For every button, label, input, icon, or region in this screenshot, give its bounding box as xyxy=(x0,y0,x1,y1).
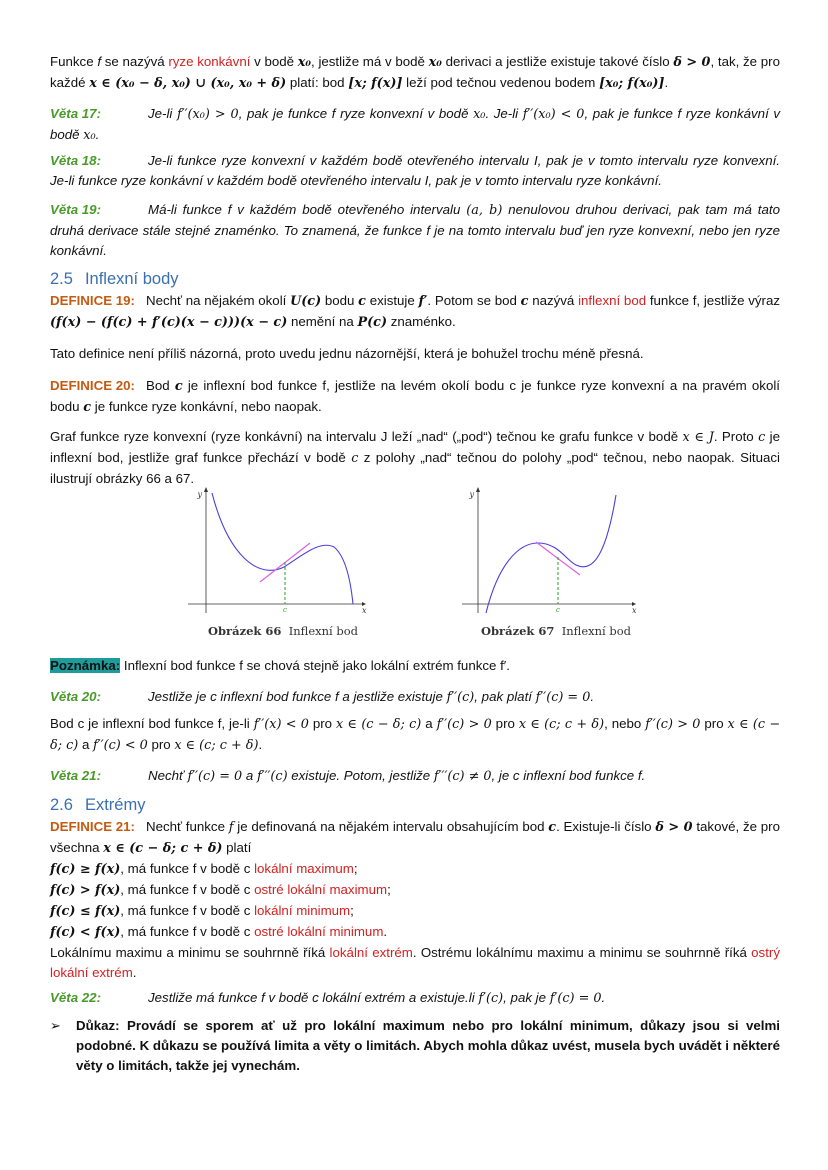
y-axis-label: y xyxy=(469,490,474,499)
figure-67-caption: Obrázek 67 Inflexní bod xyxy=(481,624,632,638)
theorem-19-label: Věta 19: xyxy=(50,202,101,217)
theorem-17-label: Věta 17: xyxy=(50,106,101,121)
definition-20: DEFINICE 20: Bod c je inflexní bod funkce f, jestliže na levém okolí bodu c je funkce ryze konvexní a na pravém okolí bodu c je funkce ryze konkávní, nebo naopak. xyxy=(50,378,780,415)
c-label: c xyxy=(556,606,560,614)
definition-20-label: DEFINICE 20: xyxy=(50,378,135,393)
extremum-row: f(c) ≥ f(x), má funkce f v bodě c lokální maximum; xyxy=(50,861,358,877)
theorem-18-label: Věta 18: xyxy=(50,153,101,168)
definition-21-label: DEFINICE 21: xyxy=(50,819,135,834)
note-label: Poznámka: xyxy=(50,658,121,673)
figure-66-caption: Obrázek 66 Inflexní bod xyxy=(208,624,359,638)
theorem-20: Věta 20: Jestliže je c inflexní bod funkce f a jestliže existuje f′′(c), pak platí f′′(c) = 0. xyxy=(50,689,595,705)
definition-21: DEFINICE 21: Nechť funkce f je definovaná na nějakém intervalu obsahujícím bod c. Existuje-li číslo δ > 0 takové, že pro všechna x ∈ (c − δ; c + δ) platí f(c) ≥ f(x), má funkce f v bodě c lokální maximum; f(c) > f(x), má funkce f v bodě c ostré lokální maximum; f(c) ≤ f(x), má funkce f v bodě c lokální minimum; f(c) < f(x), má funkce f v bodě c ostré lokální minimum. Lokálnímu maximu a minimu se souhrnně říká lokální extrém. Ostrému lokálnímu maximu a minimu se souhrnně říká ostrý lokální extrém. xyxy=(50,819,781,980)
definition-19-label: DEFINICE 19: xyxy=(50,293,135,308)
figure-66-graph xyxy=(188,485,368,620)
proof-text: Důkaz: Provádí se sporem ať už pro lokální maximum nebo pro lokální minimum, důkazy jsou si velmi podobné. K důkazu se používá limita a věty o limitách. Abych mohla důkaz uvést, musela bych uvádět i některé věty o limitách, takže jej vynechám. xyxy=(76,1018,780,1073)
term-inflection-point: inflexní bod xyxy=(578,293,647,308)
theorem-22: Věta 22: Jestliže má funkce f v bodě c lokální extrém a existuje.li f′(c), pak je f′(c) = 0. xyxy=(50,990,606,1006)
paragraph-graph-explanation: Graf funkce ryze konvexní (ryze konkávní) na intervalu J leží „nad“ („pod“) tečnou ke grafu funkce v bodě x ∈ J. Proto c je inflexní bod, jestliže graf funkce přechází v bodě c z polohy „nad“ tečnou do polohy „pod“ tečnou, nebo naopak. Situaci ilustrují obrázky 66 a 67. xyxy=(50,429,781,486)
theorem-22-label: Věta 22: xyxy=(50,990,101,1005)
x-axis-label: x xyxy=(632,606,637,615)
bullet-arrow-icon: ➢ xyxy=(50,1018,61,1033)
figure-67-graph xyxy=(458,485,638,620)
theorem-17: Věta 17: Je-li f′′(x₀) > 0, pak je funkce f ryze konvexní v bodě x₀. Je-li f′′(x₀) < 0, pak je funkce f ryze konkávní v bodě x₀. xyxy=(50,106,781,143)
theorem-20-label: Věta 20: xyxy=(50,689,101,704)
theorem-18: Věta 18: Je-li funkce ryze konvexní v každém bodě otevřeného intervalu I, pak je v tomto intervalu ryze konvexní. Je-li funkce ryze konkávní v každém bodě otevřeného intervalu I, pak je v tomto intervalu ryze konkávní. xyxy=(50,153,780,188)
extremum-row: f(c) < f(x), má funkce f v bodě c ostré lokální minimum. xyxy=(50,924,388,940)
c-label: c xyxy=(283,606,287,614)
extremum-row: f(c) > f(x), má funkce f v bodě c ostré lokální maximum; xyxy=(50,882,391,898)
x-axis-label: x xyxy=(362,606,367,615)
definition-19: DEFINICE 19: Nechť na nějakém okolí U(c) bodu c existuje f′. Potom se bod c nazývá inflexní bod funkce f, jestliže výraz (f(x) − (f(c) + f′(c)(x − c)))(x − c) nemění na P(c) znaménko. xyxy=(50,293,780,330)
term-strictly-concave: ryze konkávní xyxy=(168,54,251,69)
paragraph-less-intuitive: Tato definice není příliš názorná, proto uvedu jednu názornější, která je bohužel trochu méně přesná. xyxy=(50,346,644,361)
extremum-row: f(c) ≤ f(x), má funkce f v bodě c lokální minimum; xyxy=(50,903,354,919)
theorem-21: Věta 21: Nechť f′′(c) = 0 a f′′′(c) existuje. Potom, jestliže f′′′(c) ≠ 0, je c inflexní bod funkce f. xyxy=(50,768,646,784)
section-heading-extrema: 2.6 Extrémy xyxy=(50,796,146,814)
section-heading-inflection: 2.5 Inflexní body xyxy=(50,270,179,288)
y-axis-label: y xyxy=(197,490,202,499)
paragraph-inflection-condition: Bod c je inflexní bod funkce f, je-li f′′(x) < 0 pro x ∈ (c − δ; c) a f′′(c) > 0 pro x ∈ (c; c + δ), nebo f′′(c) > 0 pro x ∈ (c − δ; c) a f′′(c) < 0 pro x ∈ (c; c + δ). xyxy=(50,716,781,753)
function-curve xyxy=(212,493,353,604)
theorem-19: Věta 19: Má-li funkce f v každém bodě otevřeného intervalu (a, b) nenulovou druhou derivaci, pak tam má tato druhá derivace stále stejné znaménko. To znamená, že funkce f je na tomto intervalu buď jen ryze konvexní, nebo jen ryze konkávní. xyxy=(50,202,780,258)
note-paragraph: Poznámka: Inflexní bod funkce f se chová stejně jako lokální extrém funkce f′. xyxy=(50,658,510,673)
paragraph-strictly-concave-definition: Funkce f se nazývá ryze konkávní v bodě x₀, jestliže má v bodě x₀ derivaci a jestliže existuje takové číslo δ > 0, tak, že pro každé x ∈ (x₀ − δ, x₀) ∪ (x₀, x₀ + δ) platí: bod [x; f(x)] leží pod tečnou vedenou bodem [x₀; f(x₀)]. xyxy=(50,54,780,91)
theorem-21-label: Věta 21: xyxy=(50,768,101,783)
